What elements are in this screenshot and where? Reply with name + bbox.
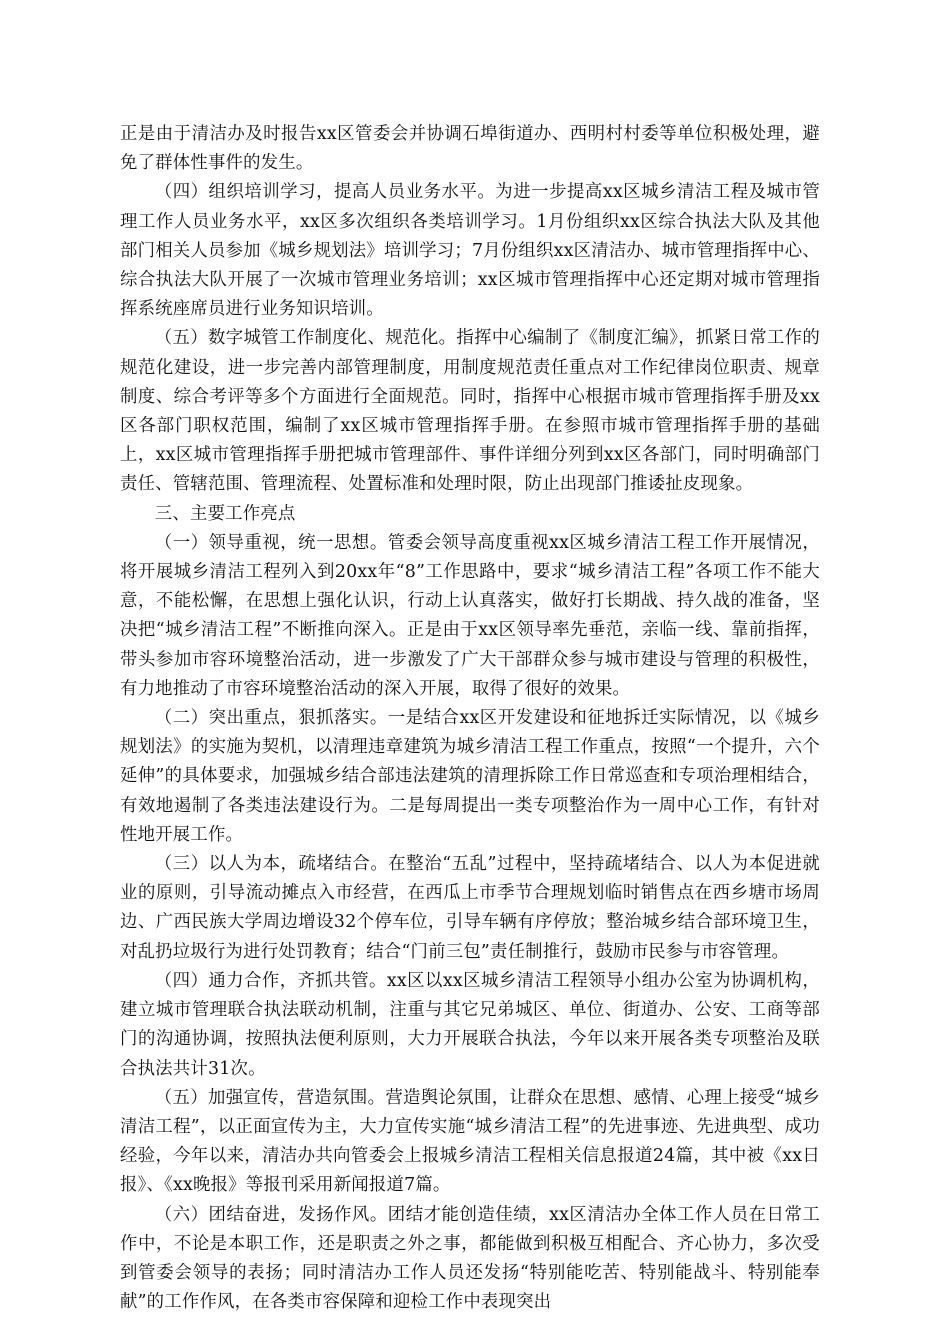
paragraph-highlight-5: （五）加强宣传，营造氛围。营造舆论氛围，让群众在思想、感情、心理上接受“城乡清洁工程”，以正面宣传为主，大力宣传实施“城乡清洁工程”的先进事迹、先进典型、成功经验，今年以来，清洁办共向管委会上报城乡清洁工程相关信息报道24篇，其中被《xx日报》、《xx晚报》等报刊采用新闻报道7篇。 [120,1087,820,1196]
document-body [120,120,820,1317]
paragraph-highlight-2: （二）突出重点，狠抓落实。一是结合xx区开发建设和征地拆迁实际情况，以《城乡规划法》的实施为契机，以清理违章建筑为城乡清洁工程工作重点，按照“一个提升，六个延伸”的具体要求，加强城乡结合部违法建筑的清理拆除工作日常巡查和专项治理相结合，有效地遏制了各类违法建设行为。二是每周提出一类专项整治作为一周中心工作，有针对性地开展工作。 [120,708,820,845]
paragraph-section-4-training: （四）组织培训学习，提高人员业务水平。为进一步提高xx区城乡清洁工程及城市管理工作人员业务水平，xx区多次组织各类培训学习。1月份组织xx区综合执法大队及其他部门相关人员参加《城乡规划法》培训学习；7月份组织xx区清洁办、城市管理指挥中心、综合执法大队开展了一次城市管理业务培训；xx区城市管理指挥中心还定期对城市管理指挥系统座席员进行业务知识培训。 [120,182,820,320]
paragraph-highlight-3: （三）以人为本，疏堵结合。在整治“五乱”过程中，坚持疏堵结合、以人为本促进就业的原则，引导流动摊点入市经营，在西瓜上市季节合理规划临时销售点在西乡塘市场周边、广西民族大学周边增设32个停车位，引导车辆有序停放；整治城乡结合部环境卫生，对乱扔垃圾行为进行处罚教育；结合“门前三包”责任制推行，鼓励市民参与市容管理。 [120,854,820,962]
paragraph-highlight-1: （一）领导重视，统一思想。管委会领导高度重视xx区城乡清洁工程工作开展情况，将开展城乡清洁工程列入到20xx年“8”工作思路中，要求“城乡清洁工程”各项工作不能大意，不能松懈，在思想上强化认识，行动上认真落实，做好打长期战、持久战的准备，坚决把“城乡清洁工程”不断推向深入。正是由于xx区领导率先垂范，亲临一线、靠前指挥，带头参加市容环境整治活动，进一步激发了广大干部群众参与城市建设与管理的积极性，有力地推动了市容环境整治活动的深入开展，取得了很好的效果。 [120,532,820,699]
paragraph-highlight-4: （四）通力合作，齐抓共管。xx区以xx区城乡清洁工程领导小组办公室为协调机构，建立城市管理联合执法联动机制，注重与其它兄弟城区、单位、街道办、公安、工商等部门的沟通协调，按照执法便利原则，大力开展联合执法，今年以来开展各类专项整治及联合执法共计31次。 [120,970,820,1079]
heading-main-highlights: 三、主要工作亮点 [154,503,296,524]
paragraph-section-5-digital-management: （五）数字城管工作制度化、规范化。指挥中心编制了《制度汇编》，抓紧日常工作的规范化建设，进一步完善内部管理制度，用制度规范责任重点对工作纪律岗位职责、规章制度、综合考评等多个方面进行全面规范。同时，指挥中心根据市城市管理指挥手册及xx区各部门职权范围，编制了xx区城市管理指挥手册。在参照市城市管理指挥手册的基础上，xx区城市管理指挥手册把城市管理部件、事件详细分列到xx区各部门，同时明确部门责任、管辖范围、管理流程、处置标准和处理时限，防止出现部门推诿扯皮现象。 [120,328,820,495]
paragraph-highlight-6: （六）团结奋进，发扬作风。团结才能创造佳绩，xx区清洁办全体工作人员在日常工作中，不论是本职工作，还是职责之外之事，都能做到积极互相配合、齐心协力，多次受到管委会领导的表扬；同时清洁办工作人员还发扬“特别能吃苦、特别能战斗、特别能奉献”的工作作风，在各类市容保障和迎检工作中表现突出 [120,1204,820,1313]
paragraph-continuation: 正是由于清洁办及时报告xx区管委会并协调石埠街道办、西明村村委等单位积极处理，避免了群体性事件的发生。 [120,124,820,174]
